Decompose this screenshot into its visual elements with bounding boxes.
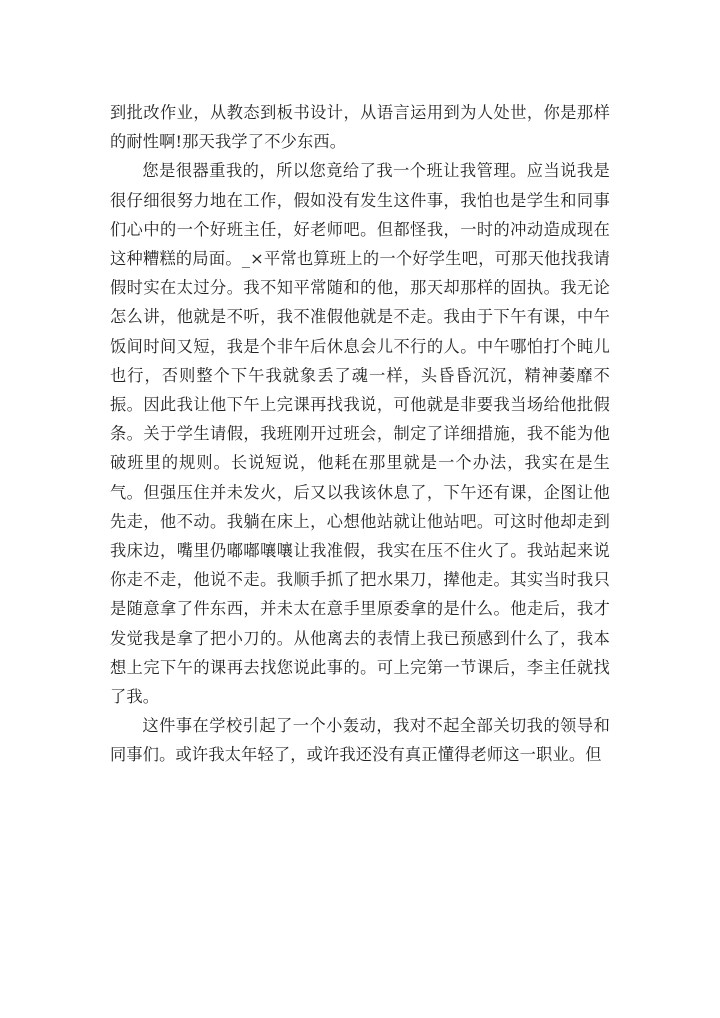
paragraph-2: 您是很器重我的，所以您竟给了我一个班让我管理。应当说我是很仔细很努力地在工作，假如没有发生这件事，我怕也是学生和同事们心中的一个好班主任，好老师吧。但都怪我，一时的冲动造成现在这种糟糕的局面。_×平常也算班上的一个好学生吧，可那天他找我请假时实在太过分。我不知平常随和的他，那天却那样的固执。我无论怎么讲，他就是不听，我不准假他就是不走。我由于下午有课，中午饭间时间又短，我是个非午后休息会儿不行的人。中午哪怕打个盹儿也行，否则整个下午我就象丢了魂一样，头昏昏沉沉，精神萎靡不振。因此我让他下午上完课再找我说，可他就是非要我当场给他批假条。关于学生请假，我班刚开过班会，制定了详细措施，我不能为他破班里的规则。长说短说，他耗在那里就是一个办法，我实在是生气。但强压住并未发火，后又以我该休息了，下午还有课，企图让他先走，他不动。我躺在床上，心想他站就让他站吧。可这时他却走到我床边，嘴里仍嘟嘟嚷嚷让我准假，我实在压不住火了。我站起来说你走不走，他说不走。我顺手抓了把水果刀，撵他走。其实当时我只是随意拿了件东西，并未太在意手里原委拿的是什么。他走后，我才发觉我是拿了把小刀的。从他离去的表情上我已预感到什么了，我本想上完下午的课再去找您说此事的。可上完第一节课后，李主任就找了我。 bbox=[110, 161, 610, 707]
paragraph-1: 到批改作业，从教态到板书设计，从语言运用到为人处世，你是那样的耐性啊!那天我学了不少东西。 bbox=[110, 103, 610, 152]
document-body bbox=[110, 98, 610, 770]
paragraph-3: 这件事在学校引起了一个小轰动，我对不起全部关切我的领导和同事们。或许我太年轻了，或许我还没有真正懂得老师这一职业。但 bbox=[110, 716, 610, 765]
